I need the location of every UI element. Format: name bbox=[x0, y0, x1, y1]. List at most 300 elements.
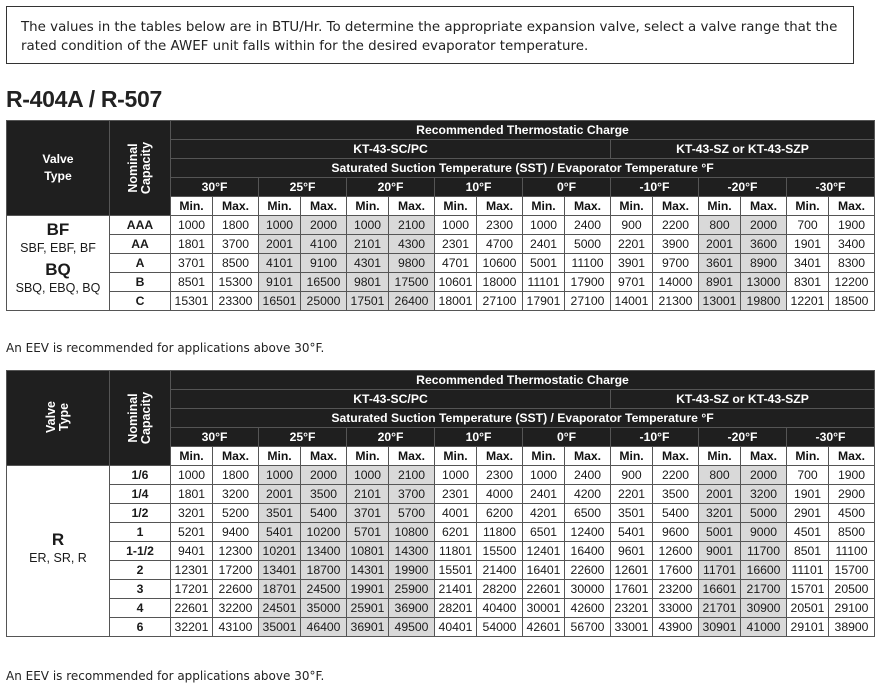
min-value: 14301 bbox=[347, 561, 389, 580]
min-header: Min. bbox=[259, 197, 301, 216]
max-value: 2300 bbox=[477, 216, 523, 235]
min-value: 4701 bbox=[435, 254, 477, 273]
min-value: 9801 bbox=[347, 273, 389, 292]
table-row bbox=[7, 254, 875, 273]
min-value: 6501 bbox=[523, 523, 565, 542]
max-value: 4500 bbox=[829, 504, 875, 523]
temp-header: 20°F bbox=[347, 178, 435, 197]
max-value: 2000 bbox=[741, 466, 787, 485]
max-value: 22600 bbox=[565, 561, 611, 580]
group-name: BF bbox=[46, 220, 70, 239]
min-value: 1000 bbox=[259, 466, 301, 485]
max-value: 4100 bbox=[301, 235, 347, 254]
max-value: 30900 bbox=[741, 599, 787, 618]
group-name: R bbox=[51, 530, 65, 549]
min-value: 3601 bbox=[699, 254, 741, 273]
min-value: 1901 bbox=[787, 235, 829, 254]
max-header: Max. bbox=[477, 197, 523, 216]
max-value: 10200 bbox=[301, 523, 347, 542]
max-value: 21400 bbox=[477, 561, 523, 580]
recommended-charge-header: Recommended Thermostatic Charge bbox=[171, 121, 875, 140]
min-value: 2401 bbox=[523, 485, 565, 504]
intro-text: The values in the tables below are in BTU/Hr. To determine the appropriate expansion valve, select a valve range that the rated condition of the AWEF unit falls within for the desired evaporator temperature. bbox=[21, 20, 838, 54]
capacity-cell: AA bbox=[110, 235, 171, 254]
max-value: 17200 bbox=[213, 561, 259, 580]
max-value: 4200 bbox=[565, 485, 611, 504]
min-value: 30001 bbox=[523, 599, 565, 618]
max-value: 19800 bbox=[741, 292, 787, 311]
max-value: 27100 bbox=[565, 292, 611, 311]
max-header: Max. bbox=[565, 447, 611, 466]
min-value: 1901 bbox=[787, 485, 829, 504]
max-value: 19900 bbox=[389, 561, 435, 580]
max-value: 5700 bbox=[389, 504, 435, 523]
table-row bbox=[7, 235, 875, 254]
min-value: 2101 bbox=[347, 235, 389, 254]
min-value: 900 bbox=[611, 466, 653, 485]
max-value: 12300 bbox=[213, 542, 259, 561]
table-row bbox=[7, 292, 875, 311]
temp-header: -30°F bbox=[787, 178, 875, 197]
min-value: 8501 bbox=[171, 273, 213, 292]
valve-type-header: Valve Type bbox=[7, 371, 110, 466]
valve-group-bf-bq bbox=[7, 216, 110, 311]
max-value: 2000 bbox=[741, 216, 787, 235]
min-value: 21701 bbox=[699, 599, 741, 618]
min-value: 12601 bbox=[611, 561, 653, 580]
max-value: 36900 bbox=[389, 599, 435, 618]
nominal-capacity-header: Nominal Capacity bbox=[110, 121, 171, 216]
min-value: 11801 bbox=[435, 542, 477, 561]
max-value: 5000 bbox=[565, 235, 611, 254]
max-value: 8900 bbox=[741, 254, 787, 273]
min-header: Min. bbox=[787, 447, 829, 466]
min-value: 13001 bbox=[699, 292, 741, 311]
max-value: 9000 bbox=[741, 523, 787, 542]
min-value: 1000 bbox=[259, 216, 301, 235]
capacity-cell: 6 bbox=[110, 618, 171, 637]
min-value: 2101 bbox=[347, 485, 389, 504]
min-value: 24501 bbox=[259, 599, 301, 618]
sst-header: Saturated Suction Temperature (SST) / Evaporator Temperature °F bbox=[171, 159, 875, 178]
min-value: 1000 bbox=[523, 216, 565, 235]
temp-header: 30°F bbox=[171, 428, 259, 447]
max-value: 16600 bbox=[741, 561, 787, 580]
max-value: 9400 bbox=[213, 523, 259, 542]
min-value: 18701 bbox=[259, 580, 301, 599]
min-value: 6201 bbox=[435, 523, 477, 542]
min-value: 9101 bbox=[259, 273, 301, 292]
max-value: 25000 bbox=[301, 292, 347, 311]
group-models: SBF, EBF, BF bbox=[20, 241, 96, 255]
min-value: 12201 bbox=[787, 292, 829, 311]
max-value: 46400 bbox=[301, 618, 347, 637]
table-row bbox=[7, 618, 875, 637]
max-value: 5200 bbox=[213, 504, 259, 523]
max-value: 41000 bbox=[741, 618, 787, 637]
min-value: 16401 bbox=[523, 561, 565, 580]
max-value: 2400 bbox=[565, 216, 611, 235]
max-value: 8300 bbox=[829, 254, 875, 273]
max-value: 23200 bbox=[653, 580, 699, 599]
max-value: 20500 bbox=[829, 580, 875, 599]
max-value: 2100 bbox=[389, 216, 435, 235]
max-value: 30000 bbox=[565, 580, 611, 599]
max-value: 2200 bbox=[653, 216, 699, 235]
min-value: 2001 bbox=[699, 485, 741, 504]
max-value: 1800 bbox=[213, 216, 259, 235]
min-value: 4301 bbox=[347, 254, 389, 273]
min-value: 5401 bbox=[611, 523, 653, 542]
table-row bbox=[7, 485, 875, 504]
min-header: Min. bbox=[171, 447, 213, 466]
temp-header: 25°F bbox=[259, 428, 347, 447]
max-value: 21300 bbox=[653, 292, 699, 311]
table-row bbox=[7, 523, 875, 542]
max-value: 49500 bbox=[389, 618, 435, 637]
capacity-cell: 1 bbox=[110, 523, 171, 542]
max-value: 2100 bbox=[389, 466, 435, 485]
min-value: 5001 bbox=[699, 523, 741, 542]
min-value: 4501 bbox=[787, 523, 829, 542]
min-value: 2901 bbox=[787, 504, 829, 523]
min-value: 1801 bbox=[171, 485, 213, 504]
min-value: 800 bbox=[699, 216, 741, 235]
max-value: 10800 bbox=[389, 523, 435, 542]
min-value: 1801 bbox=[171, 235, 213, 254]
max-header: Max. bbox=[653, 447, 699, 466]
min-value: 17901 bbox=[523, 292, 565, 311]
min-header: Min. bbox=[699, 197, 741, 216]
max-value: 14300 bbox=[389, 542, 435, 561]
capacity-cell: 3 bbox=[110, 580, 171, 599]
min-value: 15501 bbox=[435, 561, 477, 580]
max-value: 28200 bbox=[477, 580, 523, 599]
max-value: 4000 bbox=[477, 485, 523, 504]
min-value: 700 bbox=[787, 216, 829, 235]
temp-header: -20°F bbox=[699, 178, 787, 197]
max-value: 3700 bbox=[389, 485, 435, 504]
capacity-cell: A bbox=[110, 254, 171, 273]
min-value: 18001 bbox=[435, 292, 477, 311]
max-value: 22600 bbox=[213, 580, 259, 599]
max-value: 4700 bbox=[477, 235, 523, 254]
min-value: 11101 bbox=[523, 273, 565, 292]
min-value: 16601 bbox=[699, 580, 741, 599]
min-value: 36901 bbox=[347, 618, 389, 637]
footnote-table-1: An EEV is recommended for applications above 30°F. bbox=[6, 341, 325, 355]
max-value: 23300 bbox=[213, 292, 259, 311]
temp-header: 30°F bbox=[171, 178, 259, 197]
min-value: 14001 bbox=[611, 292, 653, 311]
max-value: 3400 bbox=[829, 235, 875, 254]
min-value: 28201 bbox=[435, 599, 477, 618]
min-value: 13401 bbox=[259, 561, 301, 580]
min-value: 32201 bbox=[171, 618, 213, 637]
max-value: 1900 bbox=[829, 216, 875, 235]
capacity-table-bf-bq bbox=[6, 120, 875, 311]
min-header: Min. bbox=[435, 447, 477, 466]
max-value: 3200 bbox=[213, 485, 259, 504]
max-value: 2200 bbox=[653, 466, 699, 485]
min-value: 30901 bbox=[699, 618, 741, 637]
capacity-cell: 1/6 bbox=[110, 466, 171, 485]
max-value: 6500 bbox=[565, 504, 611, 523]
max-value: 18700 bbox=[301, 561, 347, 580]
max-value: 21700 bbox=[741, 580, 787, 599]
max-value: 11100 bbox=[565, 254, 611, 273]
max-header: Max. bbox=[389, 447, 435, 466]
max-value: 9600 bbox=[653, 523, 699, 542]
max-value: 38900 bbox=[829, 618, 875, 637]
min-value: 12301 bbox=[171, 561, 213, 580]
min-value: 11101 bbox=[787, 561, 829, 580]
min-value: 3901 bbox=[611, 254, 653, 273]
min-value: 1000 bbox=[171, 216, 213, 235]
max-value: 9800 bbox=[389, 254, 435, 273]
min-value: 17601 bbox=[611, 580, 653, 599]
max-value: 10600 bbox=[477, 254, 523, 273]
max-value: 43100 bbox=[213, 618, 259, 637]
max-value: 5400 bbox=[653, 504, 699, 523]
min-value: 8901 bbox=[699, 273, 741, 292]
min-value: 42601 bbox=[523, 618, 565, 637]
min-value: 800 bbox=[699, 466, 741, 485]
min-header: Min. bbox=[523, 197, 565, 216]
intro-box bbox=[6, 6, 854, 64]
max-value: 40400 bbox=[477, 599, 523, 618]
refrigerant-heading: R-404A / R-507 bbox=[6, 86, 163, 112]
max-value: 15500 bbox=[477, 542, 523, 561]
capacity-table-r bbox=[6, 370, 875, 637]
max-header: Max. bbox=[829, 447, 875, 466]
max-value: 3500 bbox=[653, 485, 699, 504]
temp-header: -10°F bbox=[611, 178, 699, 197]
min-value: 1000 bbox=[171, 466, 213, 485]
min-value: 2201 bbox=[611, 485, 653, 504]
min-value: 2201 bbox=[611, 235, 653, 254]
min-value: 4001 bbox=[435, 504, 477, 523]
min-header: Min. bbox=[611, 197, 653, 216]
max-value: 11800 bbox=[477, 523, 523, 542]
min-value: 5001 bbox=[523, 254, 565, 273]
temp-header: -10°F bbox=[611, 428, 699, 447]
max-value: 5000 bbox=[741, 504, 787, 523]
min-value: 40401 bbox=[435, 618, 477, 637]
max-value: 54000 bbox=[477, 618, 523, 637]
max-value: 2000 bbox=[301, 466, 347, 485]
min-value: 3201 bbox=[171, 504, 213, 523]
capacity-cell: B bbox=[110, 273, 171, 292]
max-value: 12600 bbox=[653, 542, 699, 561]
min-value: 35001 bbox=[259, 618, 301, 637]
max-value: 3500 bbox=[301, 485, 347, 504]
max-value: 56700 bbox=[565, 618, 611, 637]
min-value: 5701 bbox=[347, 523, 389, 542]
temp-header: -20°F bbox=[699, 428, 787, 447]
max-value: 3200 bbox=[741, 485, 787, 504]
min-value: 4101 bbox=[259, 254, 301, 273]
temp-header: 0°F bbox=[523, 428, 611, 447]
max-value: 26400 bbox=[389, 292, 435, 311]
sst-header: Saturated Suction Temperature (SST) / Evaporator Temperature °F bbox=[171, 409, 875, 428]
table-row bbox=[7, 561, 875, 580]
min-value: 15301 bbox=[171, 292, 213, 311]
min-value: 2001 bbox=[259, 485, 301, 504]
temp-header: 20°F bbox=[347, 428, 435, 447]
max-value: 16500 bbox=[301, 273, 347, 292]
min-value: 20501 bbox=[787, 599, 829, 618]
min-value: 10601 bbox=[435, 273, 477, 292]
charge-sc-pc-header: KT-43-SC/PC bbox=[171, 390, 611, 409]
min-value: 19901 bbox=[347, 580, 389, 599]
min-header: Min. bbox=[435, 197, 477, 216]
max-value: 13400 bbox=[301, 542, 347, 561]
min-value: 1000 bbox=[435, 216, 477, 235]
max-header: Max. bbox=[301, 197, 347, 216]
max-value: 12400 bbox=[565, 523, 611, 542]
recommended-charge-header: Recommended Thermostatic Charge bbox=[171, 371, 875, 390]
max-header: Max. bbox=[477, 447, 523, 466]
max-value: 9700 bbox=[653, 254, 699, 273]
max-value: 15700 bbox=[829, 561, 875, 580]
max-header: Max. bbox=[829, 197, 875, 216]
table-row bbox=[7, 580, 875, 599]
capacity-cell: 4 bbox=[110, 599, 171, 618]
min-header: Min. bbox=[787, 197, 829, 216]
max-value: 11700 bbox=[741, 542, 787, 561]
min-header: Min. bbox=[347, 447, 389, 466]
max-value: 16400 bbox=[565, 542, 611, 561]
group-models: ER, SR, R bbox=[29, 551, 87, 565]
min-value: 900 bbox=[611, 216, 653, 235]
min-value: 9601 bbox=[611, 542, 653, 561]
min-value: 16501 bbox=[259, 292, 301, 311]
max-value: 8500 bbox=[213, 254, 259, 273]
min-value: 11701 bbox=[699, 561, 741, 580]
min-value: 3201 bbox=[699, 504, 741, 523]
max-value: 32200 bbox=[213, 599, 259, 618]
max-value: 11100 bbox=[829, 542, 875, 561]
min-header: Min. bbox=[611, 447, 653, 466]
min-value: 17501 bbox=[347, 292, 389, 311]
min-header: Min. bbox=[523, 447, 565, 466]
max-value: 13000 bbox=[741, 273, 787, 292]
capacity-cell: AAA bbox=[110, 216, 171, 235]
max-header: Max. bbox=[741, 197, 787, 216]
min-value: 10201 bbox=[259, 542, 301, 561]
capacity-cell: 1/2 bbox=[110, 504, 171, 523]
valve-group-r bbox=[7, 466, 110, 637]
min-value: 700 bbox=[787, 466, 829, 485]
min-value: 1000 bbox=[523, 466, 565, 485]
capacity-cell: 2 bbox=[110, 561, 171, 580]
max-value: 5400 bbox=[301, 504, 347, 523]
min-value: 8301 bbox=[787, 273, 829, 292]
max-value: 27100 bbox=[477, 292, 523, 311]
max-value: 24500 bbox=[301, 580, 347, 599]
max-value: 17500 bbox=[389, 273, 435, 292]
min-value: 1000 bbox=[347, 466, 389, 485]
min-value: 15701 bbox=[787, 580, 829, 599]
min-header: Min. bbox=[171, 197, 213, 216]
min-value: 9001 bbox=[699, 542, 741, 561]
max-value: 18000 bbox=[477, 273, 523, 292]
max-value: 17900 bbox=[565, 273, 611, 292]
charge-sc-pc-header: KT-43-SC/PC bbox=[171, 140, 611, 159]
table-row bbox=[7, 273, 875, 292]
max-value: 2400 bbox=[565, 466, 611, 485]
temp-header: 10°F bbox=[435, 428, 523, 447]
max-value: 3600 bbox=[741, 235, 787, 254]
min-value: 4201 bbox=[523, 504, 565, 523]
max-value: 17600 bbox=[653, 561, 699, 580]
min-value: 10801 bbox=[347, 542, 389, 561]
table-row bbox=[7, 504, 875, 523]
min-value: 1000 bbox=[435, 466, 477, 485]
min-value: 21401 bbox=[435, 580, 477, 599]
min-value: 5201 bbox=[171, 523, 213, 542]
table-row bbox=[7, 216, 875, 235]
max-value: 3900 bbox=[653, 235, 699, 254]
table-row bbox=[7, 599, 875, 618]
group-name: BQ bbox=[45, 260, 71, 279]
max-header: Max. bbox=[653, 197, 699, 216]
max-header: Max. bbox=[213, 197, 259, 216]
charge-sz-szp-header: KT-43-SZ or KT-43-SZP bbox=[611, 390, 875, 409]
max-value: 42600 bbox=[565, 599, 611, 618]
min-value: 25901 bbox=[347, 599, 389, 618]
min-value: 8501 bbox=[787, 542, 829, 561]
max-value: 6200 bbox=[477, 504, 523, 523]
max-value: 1900 bbox=[829, 466, 875, 485]
max-value: 9100 bbox=[301, 254, 347, 273]
max-value: 35000 bbox=[301, 599, 347, 618]
max-header: Max. bbox=[741, 447, 787, 466]
temp-header: 25°F bbox=[259, 178, 347, 197]
max-header: Max. bbox=[213, 447, 259, 466]
max-value: 33000 bbox=[653, 599, 699, 618]
max-value: 29100 bbox=[829, 599, 875, 618]
max-value: 25900 bbox=[389, 580, 435, 599]
max-value: 14000 bbox=[653, 273, 699, 292]
max-value: 2900 bbox=[829, 485, 875, 504]
min-value: 22601 bbox=[523, 580, 565, 599]
temp-header: 10°F bbox=[435, 178, 523, 197]
max-value: 43900 bbox=[653, 618, 699, 637]
max-value: 2000 bbox=[301, 216, 347, 235]
temp-header: 0°F bbox=[523, 178, 611, 197]
min-value: 29101 bbox=[787, 618, 829, 637]
footnote-table-2: An EEV is recommended for applications above 30°F. bbox=[6, 669, 325, 683]
capacity-cell: 1/4 bbox=[110, 485, 171, 504]
min-value: 3401 bbox=[787, 254, 829, 273]
min-value: 3701 bbox=[347, 504, 389, 523]
min-value: 2001 bbox=[699, 235, 741, 254]
capacity-cell: 1-1/2 bbox=[110, 542, 171, 561]
min-header: Min. bbox=[259, 447, 301, 466]
min-header: Min. bbox=[699, 447, 741, 466]
min-value: 33001 bbox=[611, 618, 653, 637]
max-value: 3700 bbox=[213, 235, 259, 254]
max-value: 4300 bbox=[389, 235, 435, 254]
capacity-cell: C bbox=[110, 292, 171, 311]
min-value: 2401 bbox=[523, 235, 565, 254]
temp-header: -30°F bbox=[787, 428, 875, 447]
min-value: 5401 bbox=[259, 523, 301, 542]
charge-sz-szp-header: KT-43-SZ or KT-43-SZP bbox=[611, 140, 875, 159]
max-value: 8500 bbox=[829, 523, 875, 542]
